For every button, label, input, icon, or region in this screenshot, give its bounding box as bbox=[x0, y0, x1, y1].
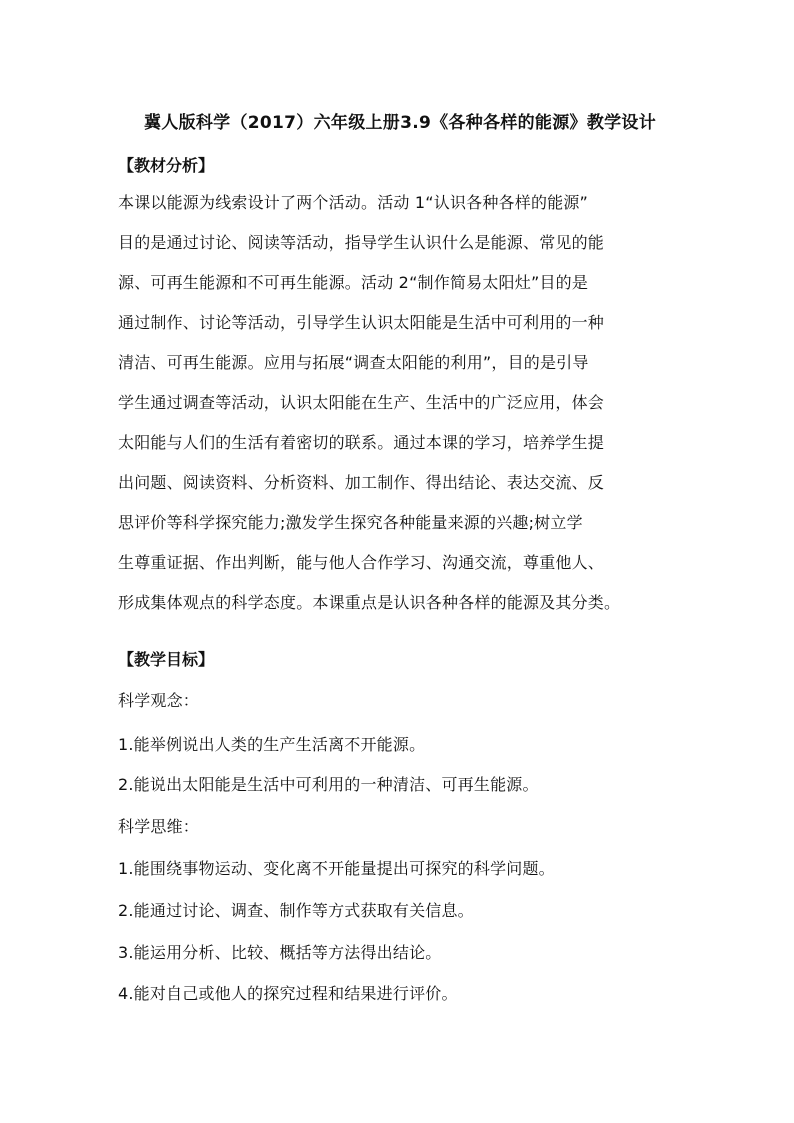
paragraph-line: 通过制作、讨论等活动，引导学生认识太阳能是生活中可利用的一种 bbox=[118, 313, 605, 332]
objective-item: 1.能举例说出人类的生产生活离不开能源。 bbox=[118, 735, 426, 754]
document-title: 冀人版科学（2017）六年级上册3.9《各种各样的能源》教学设计 bbox=[143, 113, 657, 133]
objective-item: 4.能对自己或他人的探究过程和结果进行评价。 bbox=[118, 984, 458, 1003]
paragraph-line: 本课以能源为线索设计了两个活动。活动 1“认识各种各样的能源” bbox=[118, 193, 589, 212]
section-heading-teaching-objectives: 【教学目标】 bbox=[118, 650, 215, 669]
objective-subheading: 科学思维： bbox=[118, 817, 200, 836]
paragraph-line: 形成集体观点的科学态度。本课重点是认识各种各样的能源及其分类。 bbox=[118, 593, 621, 612]
paragraph-line: 生尊重证据、作出判断，能与他人合作学习、沟通交流，尊重他人、 bbox=[118, 553, 605, 572]
paragraph-line: 清洁、可再生能源。应用与拓展“调查太阳能的利用”，目的是引导 bbox=[118, 353, 589, 372]
objective-subheading: 科学观念： bbox=[118, 691, 200, 710]
paragraph-line: 出问题、阅读资料、分析资料、加工制作、得出结论、表达交流、反 bbox=[118, 473, 605, 492]
objective-item: 2.能通过讨论、调查、制作等方式获取有关信息。 bbox=[118, 901, 474, 920]
objective-item: 1.能围绕事物运动、变化离不开能量提出可探究的科学问题。 bbox=[118, 859, 555, 878]
paragraph-line: 源、可再生能源和不可再生能源。活动 2“制作简易太阳灶”目的是 bbox=[118, 273, 589, 292]
paragraph-line: 目的是通过讨论、阅读等活动，指导学生认识什么是能源、常见的能 bbox=[118, 233, 605, 252]
paragraph-line: 学生通过调查等活动，认识太阳能在生产、生活中的广泛应用，体会 bbox=[118, 393, 605, 412]
objective-item: 2.能说出太阳能是生活中可利用的一种清洁、可再生能源。 bbox=[118, 775, 539, 794]
section-heading-material-analysis: 【教材分析】 bbox=[118, 156, 215, 175]
paragraph-line: 思评价等科学探究能力;激发学生探究各种能量来源的兴趣;树立学 bbox=[118, 513, 583, 532]
objective-item: 3.能运用分析、比较、概括等方法得出结论。 bbox=[118, 943, 442, 962]
paragraph-line: 太阳能与人们的生活有着密切的联系。通过本课的学习，培养学生提 bbox=[118, 433, 605, 452]
